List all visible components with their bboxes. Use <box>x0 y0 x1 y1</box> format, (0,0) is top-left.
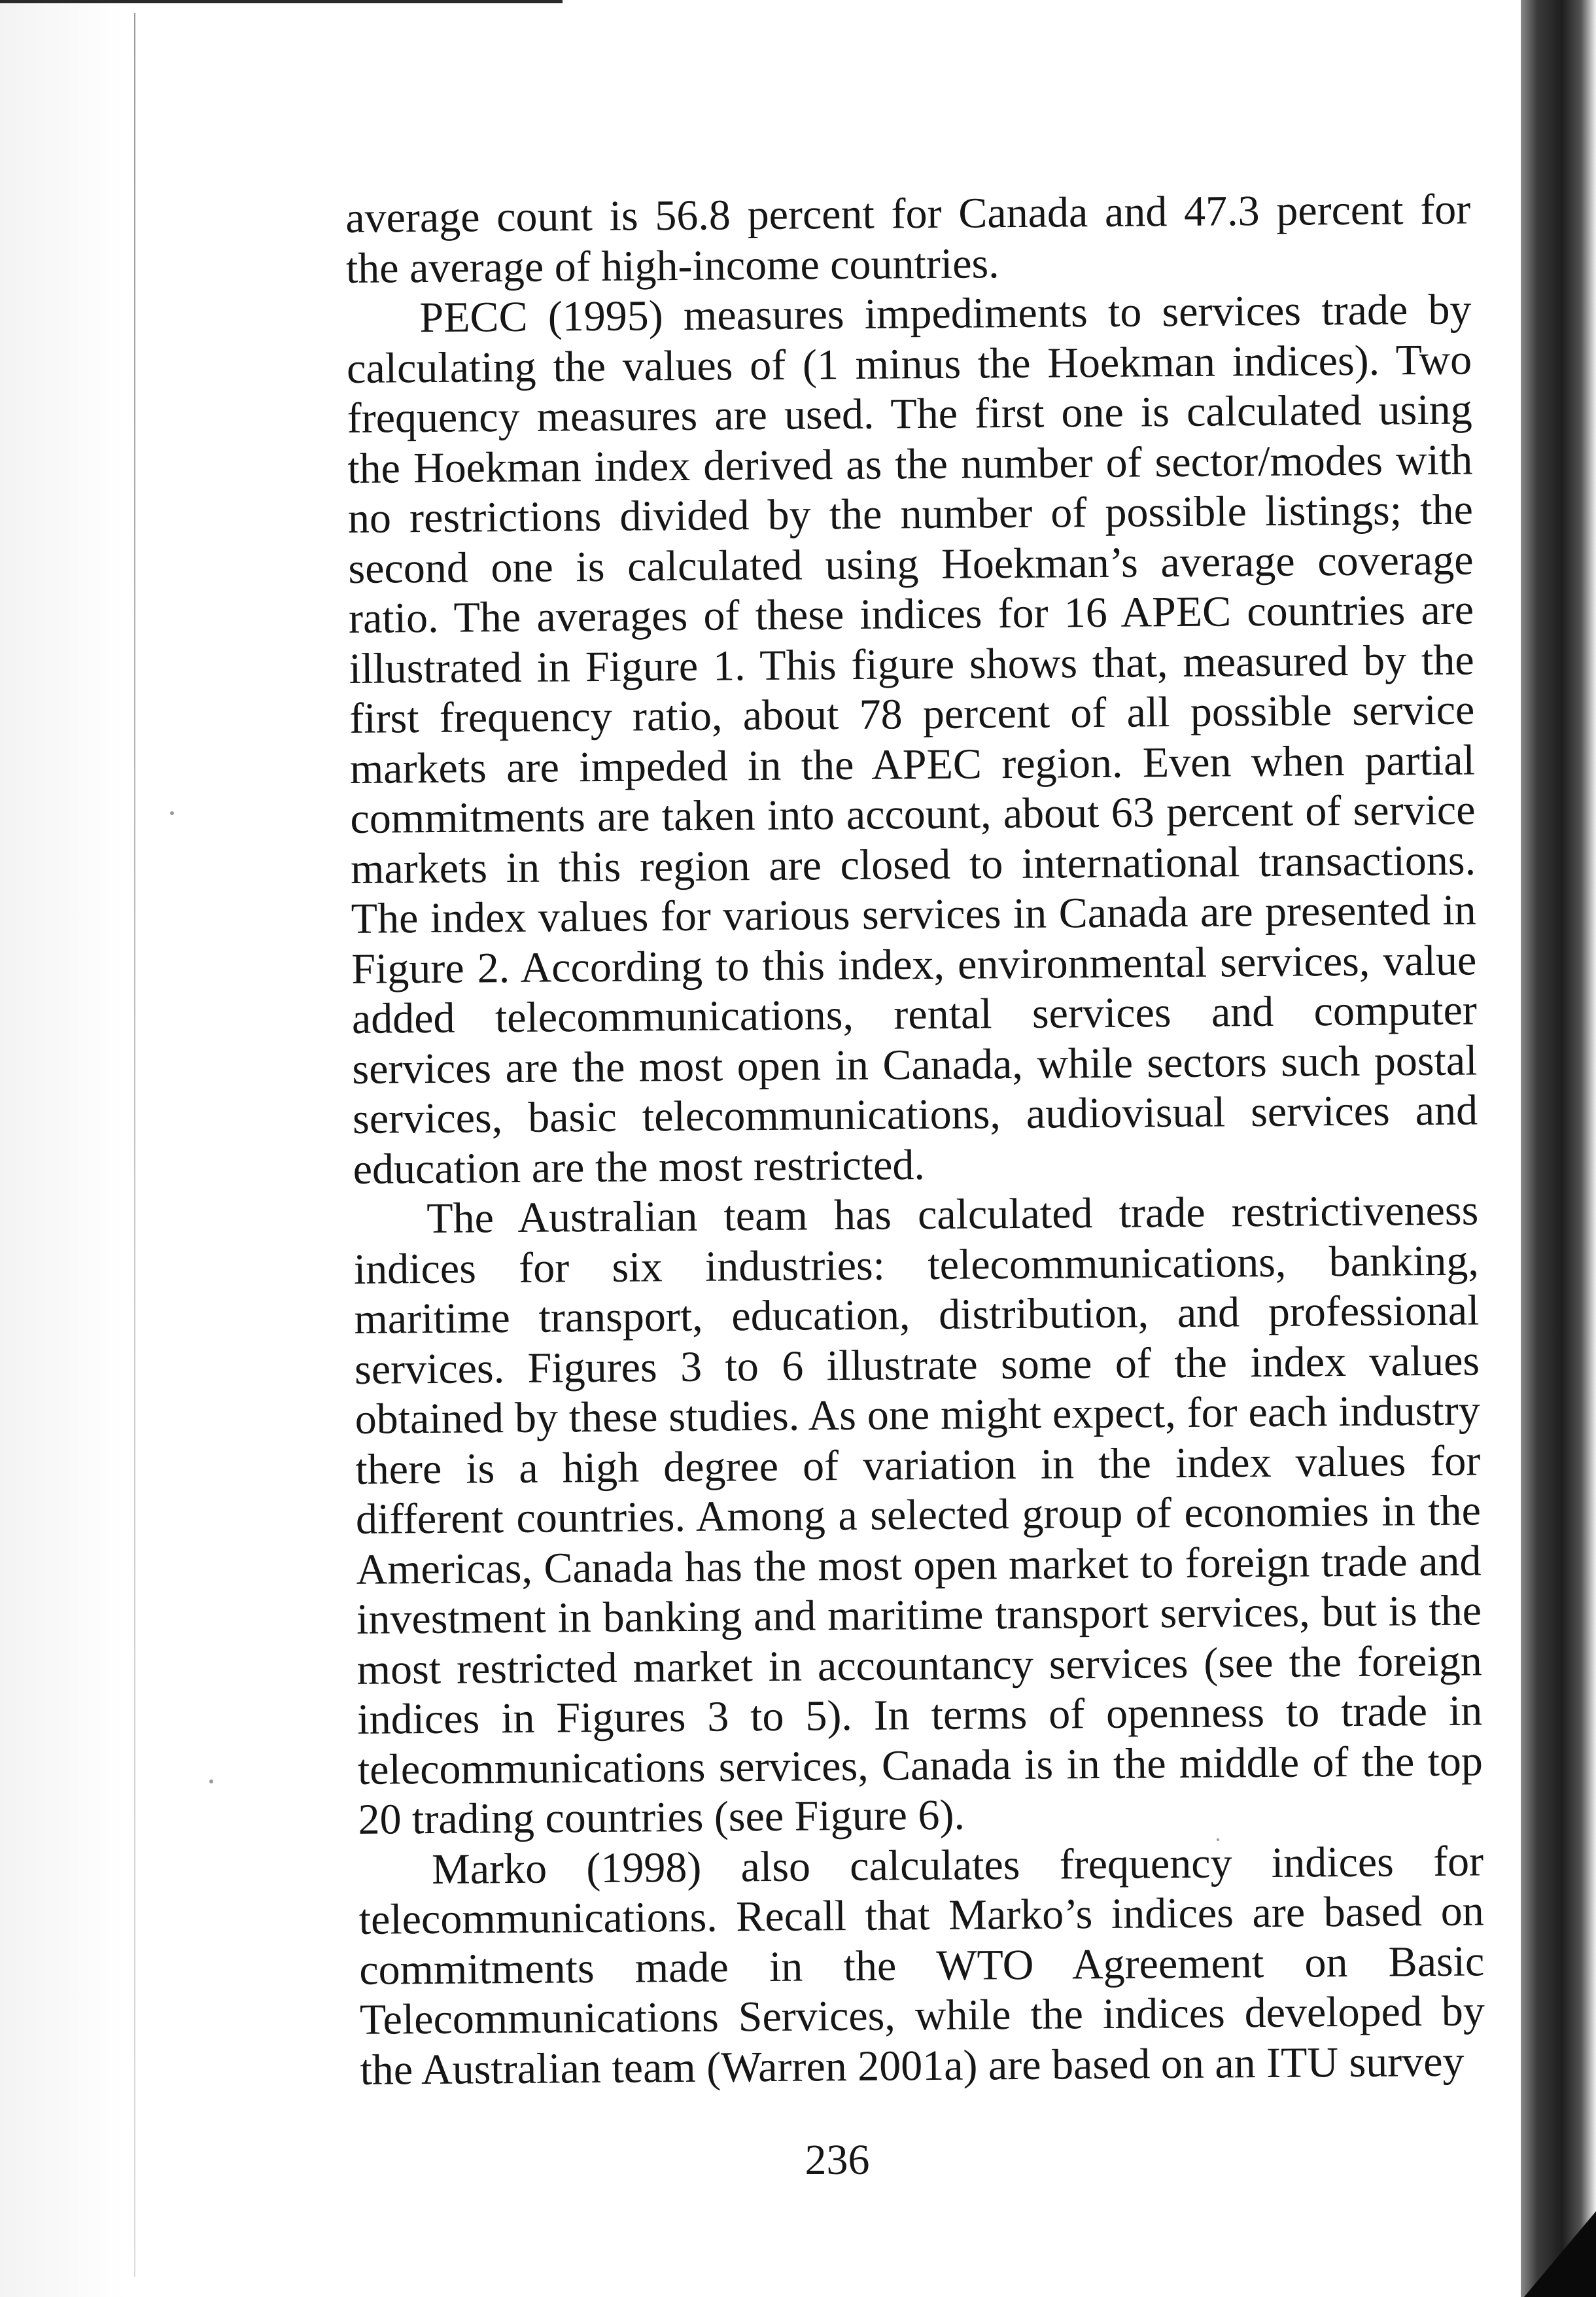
page-left-shadow <box>0 0 124 2297</box>
body-text <box>345 184 1485 2095</box>
book-spine-edge <box>1521 0 1596 2297</box>
paragraph-1: average count is 56.8 percent for Canada and 47.3 percent for the average of high-income countries. <box>345 185 1471 292</box>
scan-speck <box>170 811 174 815</box>
top-rule <box>0 0 563 3</box>
paragraph-2: PECC (1995) measures impediments to services trade by calculating the values of (1 minus the Hoekman indices). Two frequency measures are used. The first one is calculated using the Hoekman index derived as the number of sector/modes with no restrictions divided by the number of possible listings; the second one is calculated using Hoekman’s average coverage ratio. The averages of these indices for 16 APEC countries are illustrated in Figure 1. This figure shows that, measured by the first frequency ratio, about 78 percent of all possible service markets are impeded in the APEC region. Even when partial commitments are taken into account, about 63 percent of service markets in this region are closed to international transactions. The index values for various services in Canada are presented in Figure 2. According to this index, environmental services, value added telecommunications, rental services and computer services are the most open in Canada, while sectors such postal services, basic telecommunications, audiovisual services and education are the most restricted. <box>346 285 1478 1193</box>
paragraph-3: The Australian team has calculated trade restrictiveness indices for six industries: telecommunications, banking, maritime transport, education, distribution, and professional services. Figures 3 to 6 illustrate some of the index values obtained by these studies. As one might expect, for each industry there is a high degree of variation in the index values for different countries. Among a selected group of economies in the Americas, Canada has the most open market to foreign trade and investment in banking and maritime transport services, but is the most restricted market in accountancy services (see the foreign indices in Figures 3 to 5). In terms of openness to trade in telecommunications services, Canada is in the middle of the top 20 trading countries (see Figure 6). <box>353 1186 1483 1844</box>
page-number: 236 <box>805 2136 870 2184</box>
paragraph-4: Marko (1998) also calculates frequency indices for telecommunications. Recall that Marko’s indices are based on commitments made in the WTO Agreement on Basic Telecommunications Services, while the indices developed by the Australian team (Warren 2001a) are based on an ITU survey <box>358 1836 1485 2094</box>
page-corner-shadow <box>1524 2211 1596 2297</box>
scan-speck <box>209 1780 213 1783</box>
binding-margin-line <box>134 13 135 2277</box>
